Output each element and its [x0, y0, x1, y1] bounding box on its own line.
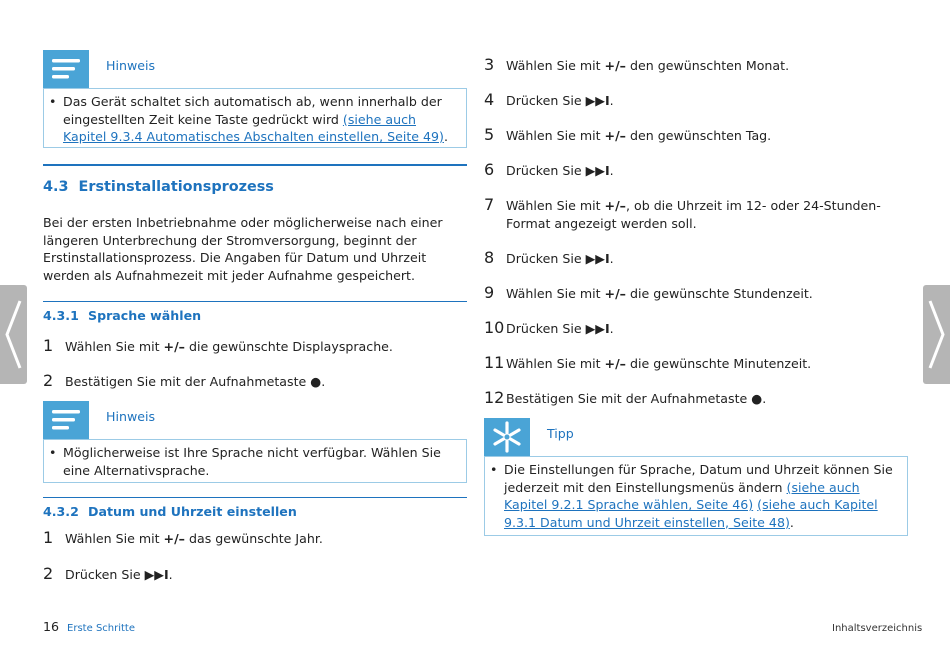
chapter-link[interactable]: (siehe auch Kapitel 9.3.1 Datum und Uhrzeit einstellen, Seite 48)	[504, 497, 878, 530]
step-number: 5	[484, 125, 495, 144]
subsection-rule	[43, 497, 467, 498]
step-text: Wählen Sie mit +/– den gewünschten Monat.	[506, 58, 790, 73]
step-item	[484, 92, 908, 112]
step-item	[43, 530, 467, 550]
note-header	[43, 50, 467, 88]
tip-header	[484, 418, 908, 456]
step-number: 1	[43, 336, 54, 355]
chapter-link[interactable]: (siehe auch Kapitel 9.2.1 Sprache wählen, Seite 46)	[504, 479, 860, 512]
list-item	[49, 444, 458, 479]
tip-title: Tipp	[547, 426, 574, 441]
step-item	[484, 390, 908, 410]
note-box	[43, 88, 467, 148]
step-text: Drücken Sie ▶▶I.	[506, 321, 614, 336]
step-number: 6	[484, 160, 495, 179]
asterisk-icon	[484, 418, 530, 456]
chapter-label[interactable]: Erste Schritte	[67, 623, 136, 634]
step-text: Wählen Sie mit +/–, ob die Uhrzeit im 12- oder 24-Stunden-Format angezeigt werden soll.	[506, 198, 881, 231]
step-text: Bestätigen Sie mit der Aufnahmetaste ●.	[506, 391, 767, 406]
note-title: Hinweis	[106, 409, 156, 424]
step-text: Wählen Sie mit +/– die gewünschte Stundenzeit.	[506, 286, 813, 301]
step-number: 10	[484, 318, 505, 337]
list-item	[490, 461, 899, 531]
step-item	[484, 250, 908, 270]
note-text-end: .	[443, 129, 448, 144]
next-page-button[interactable]	[923, 285, 950, 384]
step-item	[484, 197, 908, 235]
step-number: 7	[484, 195, 495, 214]
step-item	[484, 285, 908, 305]
step-text: Wählen Sie mit +/– den gewünschten Tag.	[506, 128, 772, 143]
note-text: Möglicherweise ist Ihre Sprache nicht verfügbar. Wählen Sie eine Alternativsprache.	[63, 445, 441, 478]
step-number: 11	[484, 353, 505, 372]
step-text: Wählen Sie mit +/– die gewünschte Minutenzeit.	[506, 356, 812, 371]
subsection-title: Sprache wählen	[88, 308, 202, 323]
step-item	[43, 373, 467, 393]
chevron-right-icon	[927, 299, 946, 370]
step-item	[484, 57, 908, 77]
subsection-heading	[43, 504, 297, 519]
step-number: 12	[484, 388, 505, 407]
step-item	[484, 320, 908, 340]
section-title: Erstinstallationsprozess	[78, 179, 274, 195]
step-item	[43, 338, 467, 358]
step-number: 2	[43, 371, 54, 390]
list-item	[49, 93, 458, 146]
subsection-number: 4.3.1	[43, 308, 79, 323]
step-text: Drücken Sie ▶▶I.	[65, 567, 173, 582]
prev-page-button[interactable]	[0, 285, 27, 384]
note-title: Hinweis	[106, 58, 156, 73]
note-header	[43, 401, 467, 439]
step-item	[484, 355, 908, 375]
tip-box	[484, 456, 908, 536]
section-heading	[43, 179, 274, 195]
subsection-title: Datum und Uhrzeit einstellen	[88, 504, 297, 519]
note-lines-icon	[43, 401, 89, 439]
subsection-rule	[43, 301, 467, 302]
note-text: Das Gerät schaltet sich automatisch ab, wenn innerhalb der eingestellten Zeit keine Taste gedrückt wird	[63, 94, 442, 127]
subsection-number: 4.3.2	[43, 504, 79, 519]
note-box	[43, 439, 467, 483]
note-lines-icon	[43, 50, 89, 88]
step-text: Drücken Sie ▶▶I.	[506, 251, 614, 266]
step-item	[484, 162, 908, 182]
chevron-left-icon	[4, 299, 23, 370]
step-text: Drücken Sie ▶▶I.	[506, 163, 614, 178]
step-item	[484, 127, 908, 147]
page-number: 16	[43, 619, 60, 634]
step-text: Bestätigen Sie mit der Aufnahmetaste ●.	[65, 374, 326, 389]
section-number: 4.3	[43, 179, 69, 195]
step-number: 9	[484, 283, 495, 302]
step-number: 8	[484, 248, 495, 267]
footer-left	[43, 619, 135, 634]
step-number: 2	[43, 564, 54, 583]
chapter-link[interactable]: (siehe auch Kapitel 9.3.4 Automatisches Abschalten einstellen, Seite 49)	[63, 111, 444, 144]
tip-text-end: .	[789, 514, 794, 530]
step-text: Wählen Sie mit +/– die gewünschte Displaysprache.	[65, 339, 393, 354]
subsection-heading	[43, 308, 201, 323]
tip-text: Die Einstellungen für Sprache, Datum und Uhrzeit können Sie jederzeit mit den Einstellungsmenüs ändern	[504, 462, 893, 495]
step-text: Drücken Sie ▶▶I.	[506, 93, 614, 108]
step-item	[43, 566, 467, 586]
step-text: Wählen Sie mit +/– das gewünschte Jahr.	[65, 531, 323, 546]
intro-paragraph: Bei der ersten Inbetriebnahme oder möglicherweise nach einer längeren Unterbrechung der Stromversorgung, beginnt der Erstinstallationsprozess. Die Angaben für Datum und Uhrzeit werden als Aufnahmezeit mit jeder Aufnahme gespeichert.	[43, 215, 443, 283]
step-number: 3	[484, 55, 495, 74]
section-rule	[43, 164, 467, 166]
step-number: 4	[484, 90, 495, 109]
toc-link[interactable]: Inhaltsverzeichnis	[832, 623, 923, 634]
step-number: 1	[43, 528, 54, 547]
